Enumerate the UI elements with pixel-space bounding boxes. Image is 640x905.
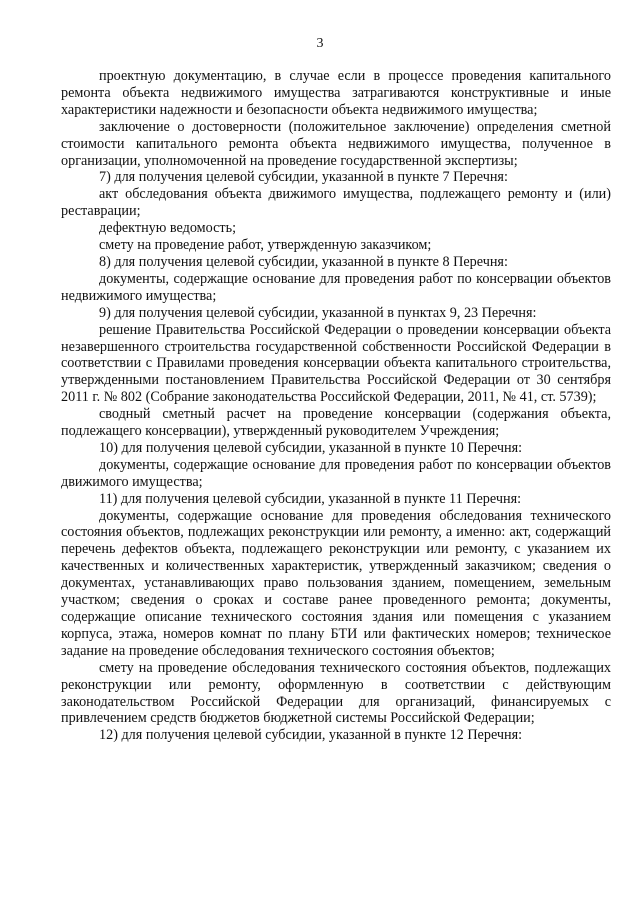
- paragraph: смету на проведение обследования технического состояния объектов, подлежащих реконструкции или ремонту, оформленную в соответствии с действующим законодательством Российской Федерации для организаций, финансируемых с привлечением средств бюджетов бюджетной системы Российской Федерации;: [61, 659, 611, 727]
- paragraph: сводный сметный расчет на проведение консервации (содержания объекта, подлежащего консервации), утвержденный руководителем Учреждения;: [61, 406, 611, 440]
- page-number: 3: [316, 36, 324, 51]
- paragraph: проектную документацию, в случае если в процессе проведения капитального ремонта объекта недвижимого имущества затрагиваются конструктивные и иные характеристики надежности и безопасности объекта недвижимого имущества;: [61, 68, 611, 118]
- paragraph: дефектную ведомость;: [99, 220, 237, 237]
- paragraph: 7) для получения целевой субсидии, указанной в пункте 7 Перечня:: [99, 169, 508, 186]
- paragraph: документы, содержащие основание для проведения работ по консервации объектов недвижимого имущества;: [61, 270, 611, 304]
- paragraph: акт обследования объекта движимого имущества, подлежащего ремонту и (или) реставрации;: [61, 186, 611, 220]
- paragraph: 8) для получения целевой субсидии, указанной в пункте 8 Перечня:: [99, 253, 508, 270]
- paragraph: 10) для получения целевой субсидии, указанной в пункте 10 Перечня:: [99, 439, 523, 456]
- document-body: [61, 68, 611, 744]
- paragraph: документы, содержащие основание для проведения работ по консервации объектов движимого имущества;: [61, 456, 611, 490]
- paragraph: смету на проведение работ, утвержденную заказчиком;: [99, 237, 432, 254]
- paragraph: заключение о достоверности (положительное заключение) определения сметной стоимости капитального ремонта объекта недвижимого имущества, полученное в организации, уполномоченной на проведение государственной экспертизы;: [61, 118, 611, 169]
- paragraph: документы, содержащие основание для проведения обследования технического состояния объектов, подлежащих реконструкции или ремонту, а именно: акт, содержащий перечень дефектов объекта, подлежащего реконструкции или ремонту, с указанием их качественных и количественных характеристик, утвержденный заказчиком; сведения о документах, устанавливающих право пользования зданием, помещением, земельным участком; сведения о сроках и составе ранее проведенного ремонта; документы, содержащие описание технического состояния здания или помещения с указанием корпуса, этажа, номеров комнат по плану БТИ или фактических номеров; техническое задание на проведение обследования технического состояния объектов;: [61, 507, 611, 659]
- paragraph: 11) для получения целевой субсидии, указанной в пункте 11 Перечня:: [99, 490, 522, 507]
- paragraph: 12) для получения целевой субсидии, указанной в пункте 12 Перечня:: [99, 727, 523, 744]
- paragraph: 9) для получения целевой субсидии, указанной в пунктах 9, 23 Перечня:: [99, 304, 537, 321]
- paragraph: решение Правительства Российской Федерации о проведении консервации объекта незавершенного строительства государственной собственности Российской Федерации в соответствии с Правилами проведения консервации объекта капитального строительства, утвержденными постановлением Правительства Российской Федерации от 30 сентября 2011 г. № 802 (Собрание законодательства Российской Федерации, 2011, № 41, ст. 5739);: [61, 321, 611, 406]
